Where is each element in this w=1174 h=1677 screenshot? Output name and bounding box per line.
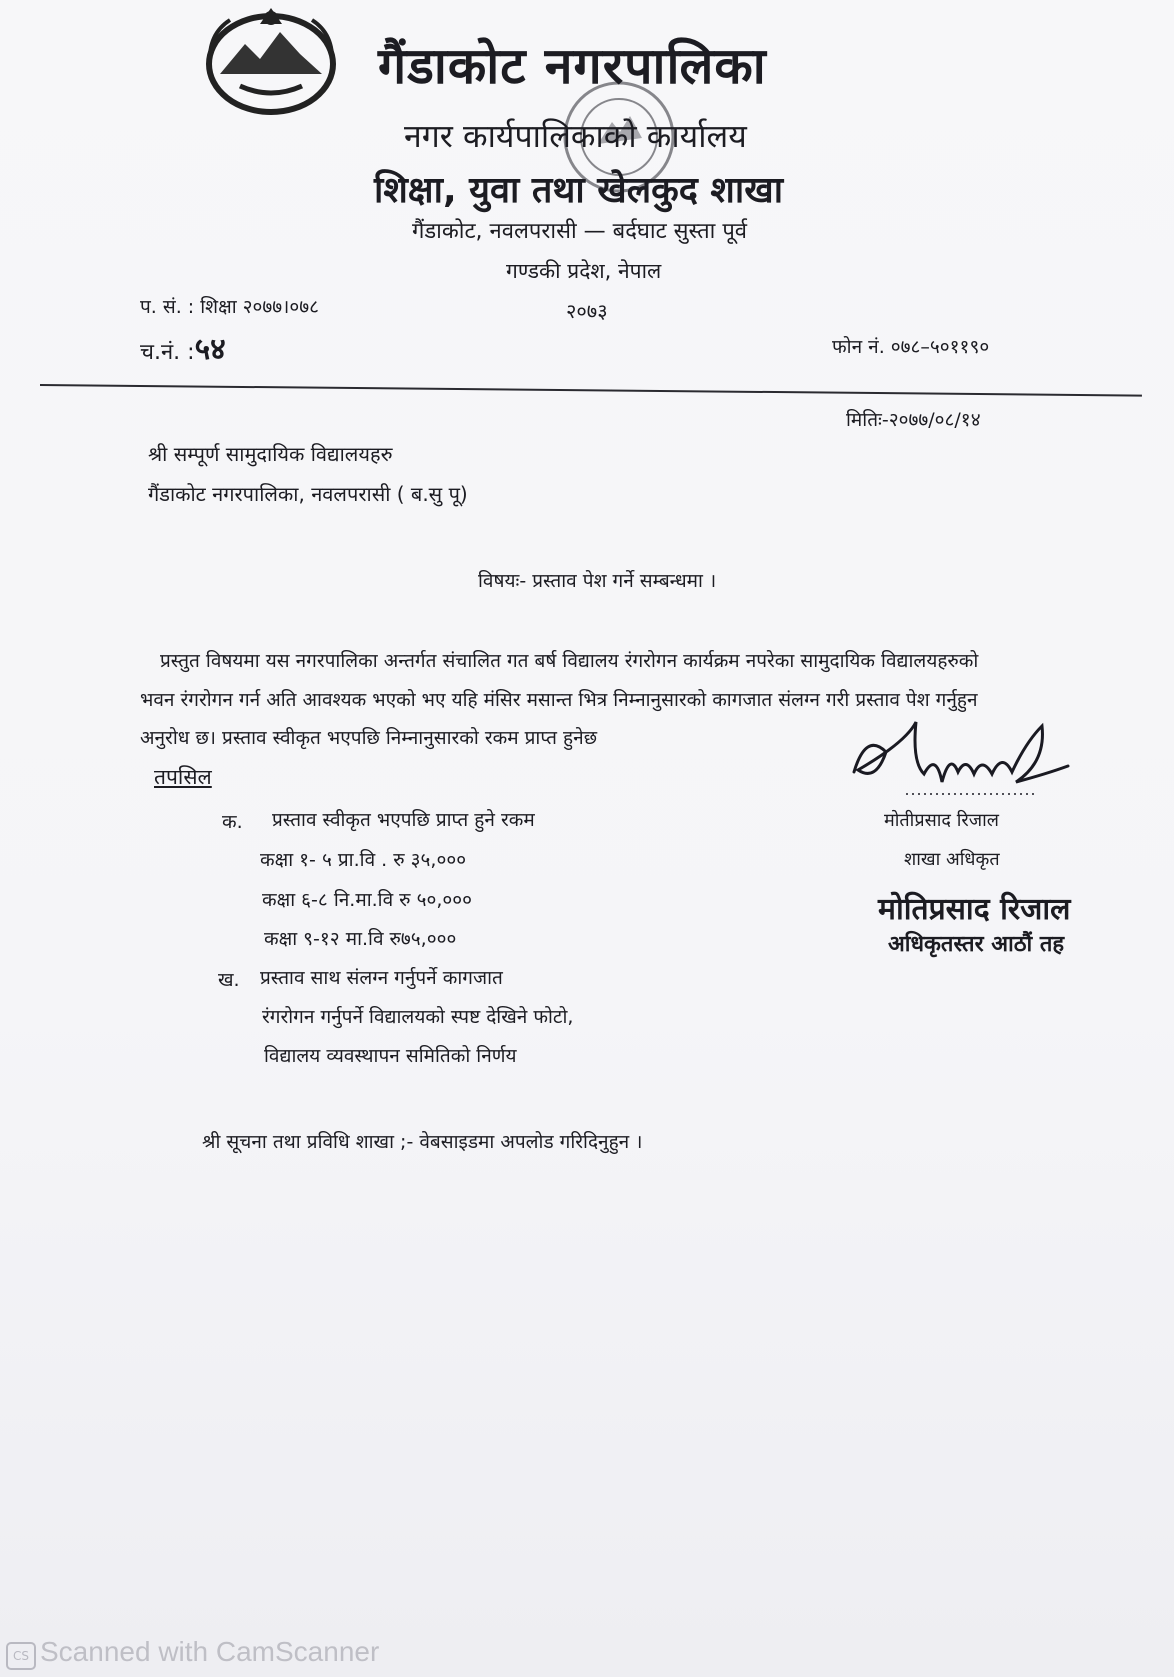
rank-stamp: अधिकृतस्तर आठौं तह	[888, 932, 1065, 957]
camscanner-logo-icon: CS	[6, 1642, 36, 1670]
name-stamp: मोतिप्रसाद रिजाल	[878, 892, 1071, 927]
body-line-3: अनुरोध छ। प्रस्ताव स्वीकृत भएपछि निम्नानुसारको रकम प्राप्त हुनेछ	[140, 727, 598, 749]
header-divider	[40, 384, 1142, 397]
document-row: रंगरोगन गर्नुपर्ने विद्यालयको स्पष्ट देखिने फोटो,	[262, 1006, 574, 1028]
item-b-marker: ख.	[218, 969, 240, 991]
body-line-1: प्रस्तुत विषयमा यस नगरपालिका अन्तर्गत संचालित गत बर्ष विद्यालय रंगरोगन कार्यक्रम नपरेका सामुदायिक विद्यालयहरुको	[160, 650, 979, 672]
established-year: २०७३	[566, 299, 608, 323]
dispatch-number	[140, 327, 226, 368]
scanner-watermark: Scanned with CamScanner	[40, 1636, 380, 1667]
signatory-post: शाखा अधिकृत	[904, 849, 1000, 870]
province-line: गण्डकी प्रदेश, नेपाल	[506, 259, 662, 283]
recipient-line-1: श्री सम्पूर्ण सामुदायिक विद्यालयहरु	[148, 442, 393, 466]
reference-number: प. सं. : शिक्षा २०७७।०७८	[140, 296, 320, 318]
office-address: गैंडाकोट, नवलपरासी — बर्दघाट सुस्ता पूर्व	[412, 219, 748, 244]
letter-date: मितिः-२०७७/०८/१४	[846, 409, 981, 431]
item-a-title: प्रस्ताव स्वीकृत भएपछि प्राप्त हुने रकम	[272, 809, 535, 831]
dispatch-value: ५४	[194, 332, 226, 367]
document-row: विद्यालय व्यवस्थापन समितिको निर्णय	[264, 1045, 517, 1067]
item-b-title: प्रस्ताव साथ संलग्न गर्नुपर्ने कागजात	[260, 967, 503, 989]
amount-row: कक्षा १- ५ प्रा.वि . रु ३५,०००	[260, 849, 467, 871]
amount-row: कक्षा ९-१२ मा.वि रु७५,०००	[264, 928, 457, 950]
subject-line: विषयः- प्रस्ताव पेश गर्ने सम्बन्धमा ।	[478, 570, 717, 592]
item-a-marker: क.	[222, 811, 243, 833]
nepal-emblem-icon	[200, 4, 342, 116]
dispatch-label: च.नं. :	[140, 340, 195, 365]
recipient-line-2: गैंडाकोट नगरपालिका, नवलपरासी ( ब.सु पू)	[148, 482, 468, 506]
office-name: नगर कार्यपालिकाको कार्यालय	[404, 117, 747, 155]
body-line-2: भवन रंगरोगन गर्न अति आवश्यक भएको भए यहि मंसिर मसान्त भित्र निम्नानुसारको कागजात संलग्न गरी प्रस्ताव पेश गर्नुहुन	[140, 689, 978, 711]
cc-line: श्री सूचना तथा प्रविधि शाखा ;- वेबसाइडमा अपलोड गरिदिनुहुन ।	[202, 1131, 643, 1153]
phone-number: फोन नं. ०७८–५०११९०	[832, 336, 990, 358]
details-heading: तपसिल	[154, 765, 212, 789]
signatory-name: मोतीप्रसाद रिजाल	[884, 810, 999, 831]
handwritten-signature	[846, 712, 1076, 802]
municipality-name: गैंडाकोट नगरपालिका	[378, 37, 767, 95]
branch-name: शिक्षा, युवा तथा खेलकुद शाखा	[374, 170, 784, 211]
amount-row: कक्षा ६-८ नि.मा.वि रु ५०,०००	[262, 889, 473, 911]
